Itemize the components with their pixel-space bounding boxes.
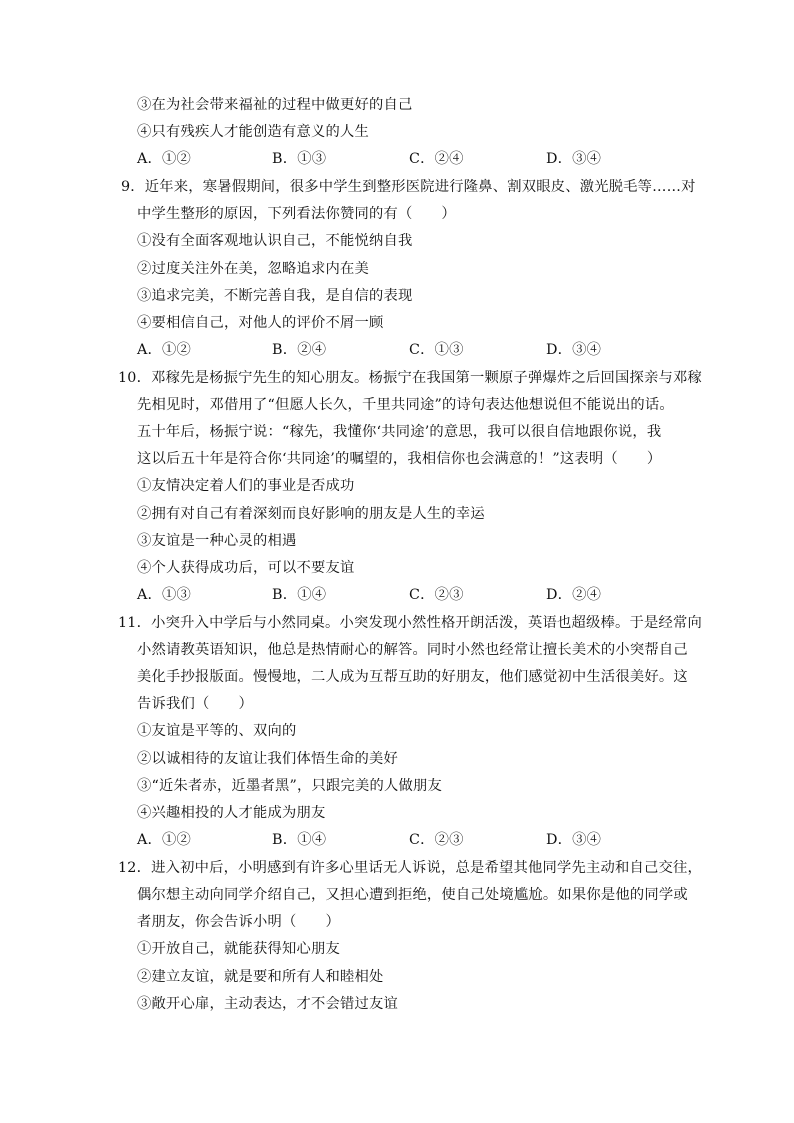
q11-statement-4: ④兴趣相投的人才能成为朋友 (137, 805, 326, 821)
q11-option-d: D．③④ (546, 832, 602, 848)
q8-statement-4: ④只有残疾人才能创造有意义的人生 (137, 124, 369, 140)
q10-stem-line-2: 先相见时，邓借用了“但愿人长久，千里共同途”的诗句表达他想说但不能说出的话。 (137, 397, 674, 413)
q11-statement-2: ②以诚相待的友谊让我们体悟生命的美好 (137, 751, 398, 767)
q11-option-a: A．①② (137, 832, 192, 848)
q12-stem-line-2: 偶尔想主动向同学介绍自己，又担心遭到拒绝，使自己处境尴尬。如果你是他的同学或 (137, 887, 688, 903)
q9-statement-1: ①没有全面客观地认识自己，不能悦纳自我 (137, 233, 413, 249)
q9-option-d: D．③④ (546, 342, 602, 358)
q10-option-c: C．②③ (409, 587, 464, 603)
q11-statement-3: ③“近朱者赤，近墨者黑”，只跟完美的人做朋友 (137, 778, 442, 794)
q10-option-a: A．①③ (137, 587, 192, 603)
q10-option-d: D．②④ (546, 587, 602, 603)
q11-stem-line-3: 美化手抄报版面。慢慢地，二人成为互帮互助的好朋友，他们感觉初中生活很美好。这 (137, 669, 688, 685)
q10-option-b: B．①④ (272, 587, 327, 603)
q12-stem-line-1: 12．进入初中后，小明感到有许多心里话无人诉说，总是希望其他同学先主动和自己交往， (118, 860, 702, 876)
q11-stem-line-4: 告诉我们（ ） (137, 696, 253, 712)
q12-statement-3: ③敞开心扉，主动表达，才不会错过友谊 (137, 996, 398, 1012)
q11-stem-line-2: 小然请教英语知识，他总是热情耐心的解答。同时小然也经常让擅长美术的小突帮自己 (137, 642, 688, 658)
q9-stem-line-1: 9．近年来，寒暑假期间，很多中学生到整形医院进行隆鼻、割双眼皮、激光脱毛等……对 (121, 179, 696, 195)
q11-option-b: B．①④ (272, 832, 327, 848)
q10-statement-4: ④个人获得成功后，可以不要友谊 (137, 560, 355, 576)
q12-stem-line-3: 者朋友，你会告诉小明（ ） (137, 914, 340, 930)
q10-stem-line-4: 这以后五十年是符合你‘共同途’的嘱望的，我相信你也会满意的！”这表明（ ） (137, 451, 662, 467)
q11-statement-1: ①友谊是平等的、双向的 (137, 723, 297, 739)
q9-statement-4: ④要相信自己，对他人的评价不屑一顾 (137, 315, 384, 331)
q12-statement-2: ②建立友谊，就是要和所有人和睦相处 (137, 969, 384, 985)
q12-statement-1: ①开放自己，就能获得知心朋友 (137, 941, 340, 957)
q11-stem-line-1: 11．小突升入中学后与小然同桌。小突发现小然性格开朗活泼，英语也超级棒。于是经常向 (118, 615, 702, 631)
q9-stem-line-2: 中学生整形的原因，下列看法你赞同的有（ ） (137, 206, 456, 222)
q9-statement-2: ②过度关注外在美，忽略追求内在美 (137, 261, 369, 277)
q8-option-c: C．②④ (409, 151, 464, 167)
q10-statement-3: ③友谊是一种心灵的相遇 (137, 533, 297, 549)
q11-option-c: C．②③ (409, 832, 464, 848)
q10-statement-1: ①友情决定着人们的事业是否成功 (137, 478, 355, 494)
q9-option-a: A．①② (137, 342, 192, 358)
q10-statement-2: ②拥有对自己有着深刻而良好影响的朋友是人生的幸运 (137, 506, 485, 522)
q8-option-a: A．①② (137, 151, 192, 167)
q8-option-d: D．③④ (546, 151, 602, 167)
q8-statement-3: ③在为社会带来福祉的过程中做更好的自己 (137, 97, 413, 113)
q9-option-c: C．①③ (409, 342, 464, 358)
q9-statement-3: ③追求完美，不断完善自我，是自信的表现 (137, 288, 413, 304)
q10-stem-line-3: 五十年后，杨振宁说：“稼先，我懂你‘共同途’的意思，我可以很自信地跟你说，我 (137, 424, 662, 440)
q8-option-b: B．①③ (272, 151, 327, 167)
q10-stem-line-1: 10．邓稼先是杨振宁先生的知心朋友。杨振宁在我国第一颗原子弹爆炸之后回国探亲与邓稼 (118, 370, 702, 386)
q9-option-b: B．②④ (272, 342, 327, 358)
